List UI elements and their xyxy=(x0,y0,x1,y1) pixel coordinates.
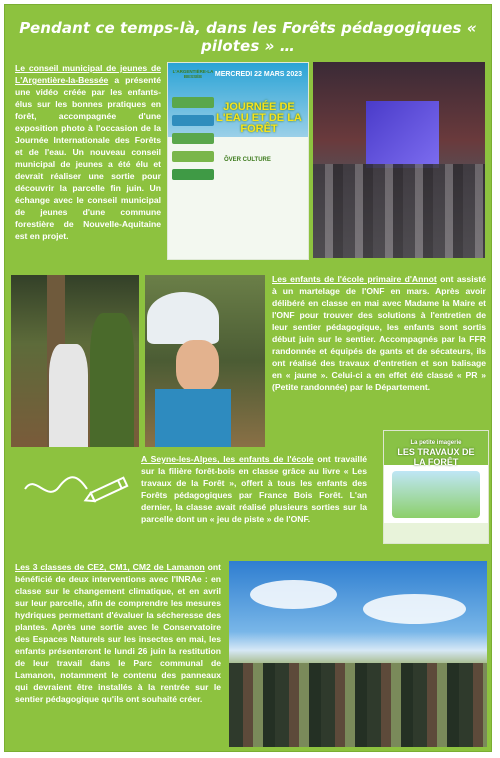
newsletter-page xyxy=(4,4,492,752)
section-seyne xyxy=(141,453,367,525)
section-seyne-lead: A Seyne-les-Alpes, les enfants de l'école xyxy=(141,454,314,464)
section-argentiere-lead: Le conseil municipal de jeunes de L'Argentière-la-Bessée xyxy=(15,63,161,85)
section-annot xyxy=(272,273,486,393)
poster-logo xyxy=(172,97,214,108)
child-face xyxy=(176,340,219,392)
book-series: La petite imagerie xyxy=(410,439,462,446)
auditorium-photo xyxy=(313,62,485,258)
audience xyxy=(313,164,485,258)
child-figure xyxy=(49,344,87,447)
blue-shirt xyxy=(155,389,232,447)
poster-title: JOURNÉE DE L'EAU ET DE LA FORÊT xyxy=(216,101,302,136)
poster-logo xyxy=(172,115,214,126)
group-outdoor-photo xyxy=(229,561,487,747)
poster-date: MERCREDI 22 MARS 2023 xyxy=(214,71,302,78)
adult-figure xyxy=(90,313,134,447)
poster-logo xyxy=(172,133,214,144)
section-annot-lead: Les enfants de l'école primaire d'Annot xyxy=(272,274,437,284)
poster-logo xyxy=(172,151,214,162)
section-seyne-body: ont travaillé sur la filière forêt-bois en classe grâce au livre « Les travaux de la Forêt », offert à tous les enfants des Forêts pédagogiques par France Bois Forêt. L'an dernier, la classe avait réalisé plusieurs sorties sur la parcelle dont un « jeu de piste » de l'ONF. xyxy=(141,454,367,524)
cloud xyxy=(250,580,338,610)
cloud xyxy=(363,594,466,624)
projection-screen xyxy=(366,101,438,168)
event-poster xyxy=(167,62,309,260)
child-with-cap-photo xyxy=(145,275,265,447)
book-illustration xyxy=(392,471,479,518)
page-title: Pendant ce temps-là, dans les Forêts pédagogiques « pilotes » … xyxy=(19,19,477,55)
pencil-icon xyxy=(21,467,133,511)
book-main-title: LES TRAVAUX DE LA FORÊT xyxy=(397,446,475,467)
book-footer xyxy=(384,523,488,543)
section-argentiere xyxy=(15,62,161,242)
poster-subtitle: ÔVER CULTURE xyxy=(224,157,271,164)
section-annot-body: ont assisté à un martelage de l'ONF en mars. Après avoir délibéré en classe en mai avec Madame la Maire et l'ONF pour trouver des solutions à l'entretien de leur sentier pédagogique, les enfants sont sortis début juin sur le sentier. Accompagnés par la FFR randonnée et équipés de gants et de sécateurs, ils ont réalisé des travaux d'entretien et son balisage en « jaune ». Celui-ci a en effet été classé « PR » (Petite randonnée) par le Département. xyxy=(272,274,486,392)
book-title xyxy=(392,440,479,467)
section-lamanon xyxy=(15,561,221,705)
white-cap xyxy=(147,292,219,344)
section-lamanon-body: ont bénéficié de deux interventions avec l'INRAe : en classe sur le changement climatique, et en avril sur leur parcelle, afin de comprendre les mesures hydriques permettant d'évaluer la sécheresse des plantes. Après une sortie avec le Conservatoire des Espaces Naturels sur les insectes en mai, les enfants présenteront le lundi 26 juin la restitution de leur travail dans le Parc communal de Lamanon, notamment le contenu des panneaux qui devraient être installés à la rentrée sur le sentier pédagogique qu'ils ont souhaité créer. xyxy=(15,562,221,704)
section-lamanon-lead: Les 3 classes de CE2, CM1, CM2 de Lamanon xyxy=(15,562,205,572)
group-of-people xyxy=(229,663,487,747)
poster-place: L'ARGENTIÈRE-LA BESSÉE xyxy=(172,69,214,79)
book-cover xyxy=(383,430,489,544)
forest-measuring-photo xyxy=(11,275,139,447)
poster-logo xyxy=(172,169,214,180)
section-argentiere-body: a présenté une vidéo créée par les enfants-élus sur les bonnes pratiques en forêt, accompagnée d'une exposition photo à l'occasion de la Journée Internationale des Forêts et de l'eau. Un nouveau conseil municipal de jeunes a été élu et devrait réaliser une sortie pour découvrir la parcelle fin juin. Un échange avec le conseil municipal de jeunes d'une commune forestière de Nouvelle-Aquitaine est en projet. xyxy=(15,75,161,241)
